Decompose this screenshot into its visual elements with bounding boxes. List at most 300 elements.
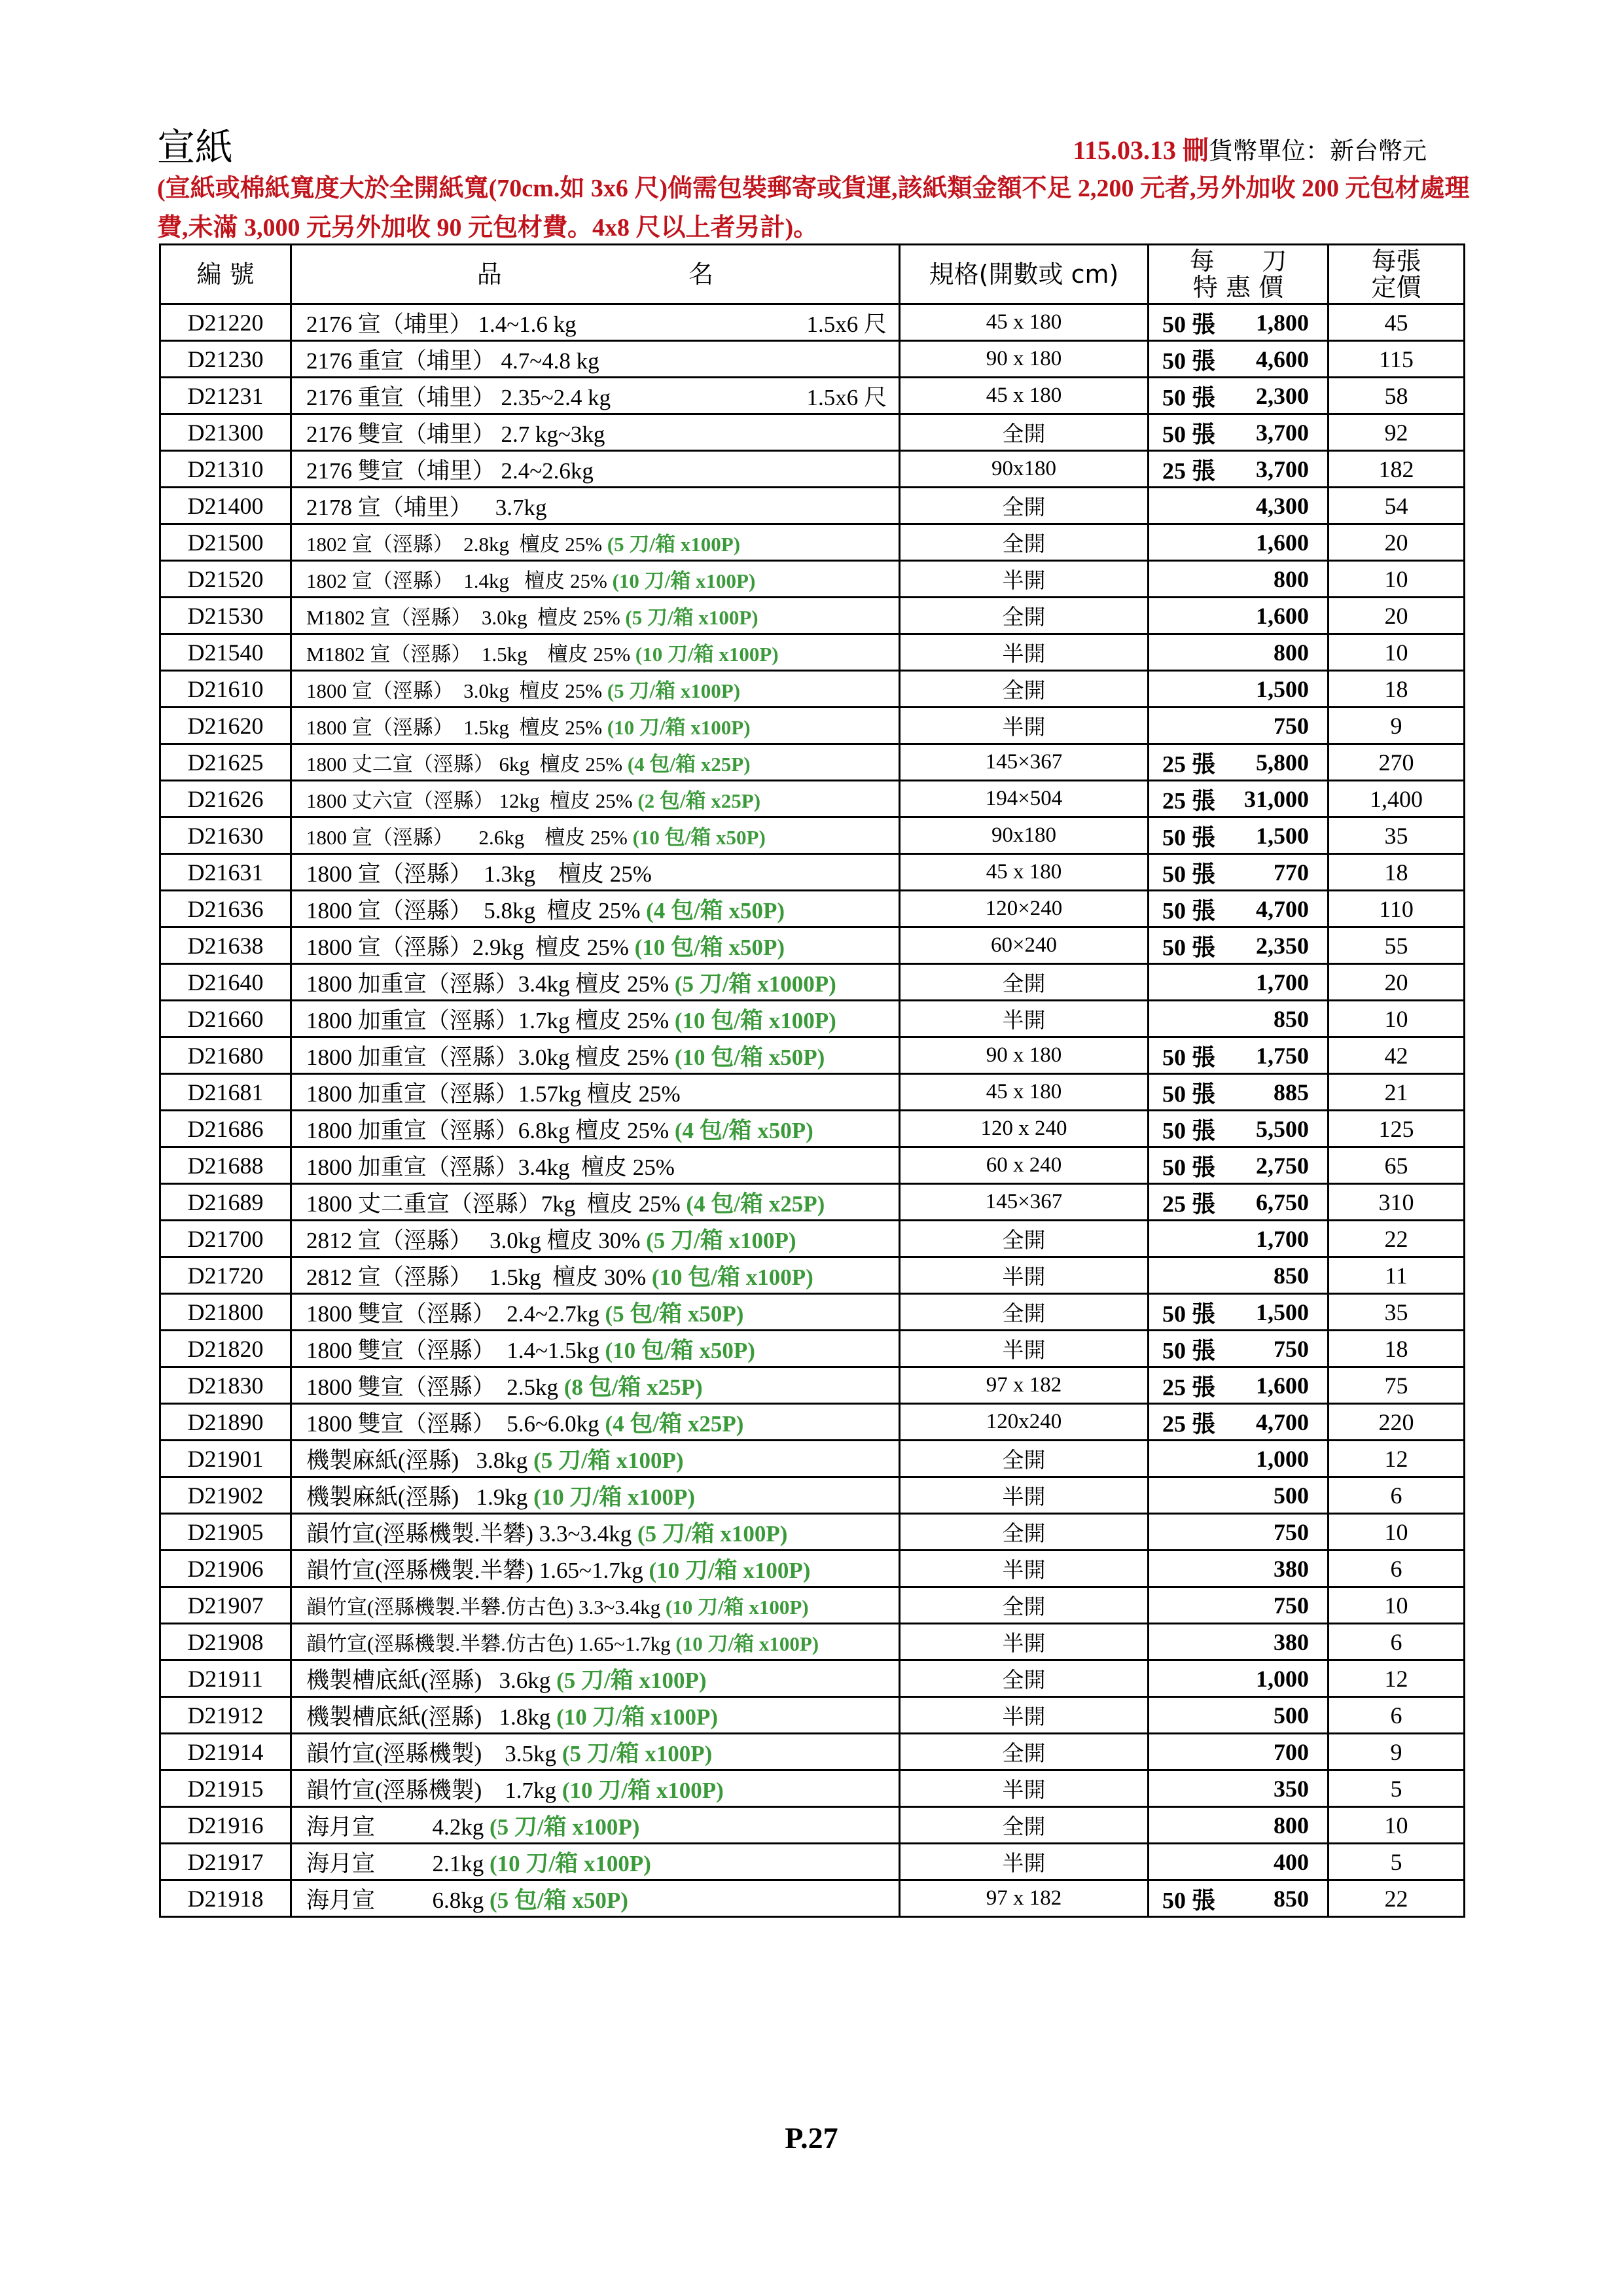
item-unit-price: 270 xyxy=(1329,744,1465,781)
item-pack: (4 包/箱 x50P) xyxy=(646,897,785,924)
item-unit-price: 18 xyxy=(1329,1331,1465,1367)
item-price-cell xyxy=(1149,891,1329,927)
table-row xyxy=(160,1074,1465,1111)
item-price: 770 xyxy=(1274,859,1309,886)
item-unit-price: 20 xyxy=(1329,964,1465,1001)
item-name: 1800 宣（涇縣） 3.0kg 檀皮 25% xyxy=(306,679,603,702)
header-name-b: 名 xyxy=(688,260,714,289)
item-unit-price: 6 xyxy=(1329,1477,1465,1514)
item-name-cell xyxy=(291,524,900,561)
table-row xyxy=(160,1367,1465,1404)
item-code: D21686 xyxy=(160,1111,291,1147)
item-price: 1,700 xyxy=(1256,969,1309,996)
item-name: 1802 宣（涇縣） 1.4kg 檀皮 25% xyxy=(306,569,607,592)
table-row xyxy=(160,964,1465,1001)
item-spec: 全開 xyxy=(900,671,1149,708)
table-row xyxy=(160,744,1465,781)
item-price-cell xyxy=(1149,1660,1329,1697)
item-code: D21901 xyxy=(160,1441,291,1477)
item-qty: 50 張 xyxy=(1162,1337,1216,1363)
item-spec: 120x240 xyxy=(900,1404,1149,1441)
table-row xyxy=(160,1477,1465,1514)
item-pack: (4 包/箱 x25P) xyxy=(627,753,751,776)
item-spec: 半開 xyxy=(900,708,1149,744)
item-spec: 120 x 240 xyxy=(900,1111,1149,1147)
item-spec: 97 x 182 xyxy=(900,1367,1149,1404)
item-spec: 120×240 xyxy=(900,891,1149,927)
item-code: D21640 xyxy=(160,964,291,1001)
table-row xyxy=(160,927,1465,964)
table-row xyxy=(160,634,1465,671)
item-name-cell xyxy=(291,414,900,451)
item-unit-price: 310 xyxy=(1329,1184,1465,1221)
item-pack: (10 刀/箱 x100P) xyxy=(533,1484,695,1510)
page-title: 宣紙 xyxy=(157,125,234,170)
table-row xyxy=(160,781,1465,817)
item-unit-price: 12 xyxy=(1329,1660,1465,1697)
item-price: 800 xyxy=(1274,639,1309,666)
item-name: 海月宣 2.1kg xyxy=(306,1850,484,1876)
item-name-cell xyxy=(291,341,900,378)
table-row xyxy=(160,1844,1465,1880)
item-price: 5,500 xyxy=(1256,1115,1309,1142)
item-name: 2176 重宣（埔里） 4.7~4.8 kg xyxy=(306,348,599,374)
item-name-cell xyxy=(291,1697,900,1734)
item-code: D21680 xyxy=(160,1037,291,1074)
table-row xyxy=(160,378,1465,414)
item-code: D21610 xyxy=(160,671,291,708)
item-price-cell xyxy=(1149,1147,1329,1184)
header-meta xyxy=(1073,130,1427,167)
item-qty: 50 張 xyxy=(1162,1081,1216,1107)
shipping-notice: (宣紙或棉紙寬度大於全開紙寬(70cm.如 3x6 尺)倘需包裝郵寄或貨運,該紙類金額不足 2,200 元者,另外加收 200 元包材處理費,未滿 3,000 元另外加收 90 元包材費。4x8 尺以上者另計)。 xyxy=(157,175,1470,242)
item-pack: (5 刀/箱 x100P) xyxy=(646,1227,796,1253)
item-name-cell xyxy=(291,451,900,488)
item-price: 400 xyxy=(1274,1848,1309,1875)
item-spec: 97 x 182 xyxy=(900,1880,1149,1917)
item-name: 機製槽底紙(涇縣) 1.8kg xyxy=(306,1704,551,1730)
item-pack: (5 刀/箱 x100P) xyxy=(490,1814,640,1840)
item-pack: (10 刀/箱 x100P) xyxy=(635,643,779,666)
item-code: D21400 xyxy=(160,488,291,524)
item-name-cell xyxy=(291,1441,900,1477)
item-name-cell xyxy=(291,598,900,634)
item-price: 1,700 xyxy=(1256,1225,1309,1252)
item-price-cell xyxy=(1149,927,1329,964)
item-name: 韻竹宣(涇縣機製) 1.7kg xyxy=(306,1777,557,1803)
item-qty: 50 張 xyxy=(1162,1044,1216,1070)
item-name: 1800 丈二宣（涇縣） 6kg 檀皮 25% xyxy=(306,753,623,776)
item-unit-price: 6 xyxy=(1329,1697,1465,1734)
item-spec: 全開 xyxy=(900,1807,1149,1844)
item-spec: 145×367 xyxy=(900,744,1149,781)
price-table xyxy=(159,243,1465,1918)
item-price-cell xyxy=(1149,524,1329,561)
item-qty: 50 張 xyxy=(1162,897,1216,924)
item-spec: 全開 xyxy=(900,598,1149,634)
item-unit-price: 42 xyxy=(1329,1037,1465,1074)
table-row xyxy=(160,304,1465,341)
item-code: D21906 xyxy=(160,1551,291,1587)
item-code: D21720 xyxy=(160,1257,291,1294)
item-qty: 50 張 xyxy=(1162,934,1216,960)
item-unit-price: 20 xyxy=(1329,524,1465,561)
item-name: 韻竹宣(涇縣機製.半礬.仿古色) 1.65~1.7kg xyxy=(306,1632,671,1655)
item-pack: (4 包/箱 x25P) xyxy=(605,1410,744,1437)
table-header-row xyxy=(160,245,1465,304)
item-spec: 半開 xyxy=(900,1331,1149,1367)
item-name: 1800 加重宣（涇縣）1.7kg 檀皮 25% xyxy=(306,1007,669,1033)
item-pack: (10 刀/箱 x100P) xyxy=(612,569,756,592)
item-name: 1800 雙宣（涇縣） 2.4~2.7kg xyxy=(306,1300,599,1327)
item-price: 1,600 xyxy=(1256,1372,1309,1399)
item-price-cell xyxy=(1149,1441,1329,1477)
item-name: 1800 宣（涇縣） 2.6kg 檀皮 25% xyxy=(306,826,628,849)
item-dimension: 1.5x6 尺 xyxy=(806,311,887,337)
item-name: 海月宣 6.8kg xyxy=(306,1887,484,1913)
item-price: 850 xyxy=(1274,1885,1309,1912)
item-pack: (5 刀/箱 x100P) xyxy=(637,1520,788,1547)
item-name-cell xyxy=(291,488,900,524)
item-spec: 全開 xyxy=(900,414,1149,451)
item-spec: 半開 xyxy=(900,1697,1149,1734)
item-pack: (5 刀/箱 x100P) xyxy=(533,1447,684,1473)
item-unit-price: 1,400 xyxy=(1329,781,1465,817)
item-code: D21220 xyxy=(160,304,291,341)
item-price-cell xyxy=(1149,671,1329,708)
item-name: 1800 加重宣（涇縣）3.4kg 檀皮 25% xyxy=(306,1154,675,1180)
item-dimension: 1.5x6 尺 xyxy=(806,384,887,410)
item-price-cell xyxy=(1149,1697,1329,1734)
item-code: D21915 xyxy=(160,1770,291,1807)
item-unit-price: 10 xyxy=(1329,1001,1465,1037)
item-price-cell xyxy=(1149,1367,1329,1404)
item-pack: (10 刀/箱 x100P) xyxy=(607,716,751,739)
item-spec: 半開 xyxy=(900,1477,1149,1514)
currency-unit: 貨幣單位：新台幣元 xyxy=(1209,137,1427,165)
item-spec: 半開 xyxy=(900,1257,1149,1294)
item-spec: 90x180 xyxy=(900,817,1149,854)
item-code: D21681 xyxy=(160,1074,291,1111)
header-unit-line2: 定價 xyxy=(1371,273,1421,302)
item-name-cell xyxy=(291,1770,900,1807)
item-qty: 50 張 xyxy=(1162,1300,1216,1327)
table-row xyxy=(160,1587,1465,1624)
table-row xyxy=(160,1331,1465,1367)
table-row xyxy=(160,598,1465,634)
item-price: 6,750 xyxy=(1256,1189,1309,1215)
item-code: D21916 xyxy=(160,1807,291,1844)
item-spec: 45 x 180 xyxy=(900,378,1149,414)
item-pack: (10 刀/箱 x100P) xyxy=(675,1632,819,1655)
table-row xyxy=(160,524,1465,561)
item-pack: (10 包/箱 x100P) xyxy=(674,1007,836,1033)
item-spec: 90 x 180 xyxy=(900,341,1149,378)
item-name-cell xyxy=(291,1331,900,1367)
item-price-cell xyxy=(1149,1514,1329,1551)
item-qty: 50 張 xyxy=(1162,1154,1216,1180)
item-name-cell xyxy=(291,891,900,927)
item-price: 31,000 xyxy=(1244,785,1309,812)
item-name: 1800 雙宣（涇縣） 5.6~6.0kg xyxy=(306,1410,599,1437)
item-name-cell xyxy=(291,1367,900,1404)
item-code: D21914 xyxy=(160,1734,291,1770)
item-code: D21300 xyxy=(160,414,291,451)
item-spec: 半開 xyxy=(900,634,1149,671)
item-price: 700 xyxy=(1274,1738,1309,1765)
item-price: 1,500 xyxy=(1256,675,1309,702)
item-unit-price: 58 xyxy=(1329,378,1465,414)
item-code: D21625 xyxy=(160,744,291,781)
item-code: D21907 xyxy=(160,1587,291,1624)
item-name: M1802 宣（涇縣） 3.0kg 檀皮 25% xyxy=(306,606,620,629)
item-name: 1800 宣（涇縣） 5.8kg 檀皮 25% xyxy=(306,897,641,924)
item-code: D21908 xyxy=(160,1624,291,1660)
item-unit-price: 12 xyxy=(1329,1441,1465,1477)
revision-date: 115.03.13 刪 xyxy=(1073,135,1209,165)
item-qty: 25 張 xyxy=(1162,1191,1216,1217)
item-code: D21520 xyxy=(160,561,291,598)
item-name: 1800 宣（涇縣）2.9kg 檀皮 25% xyxy=(306,934,629,960)
item-qty: 25 張 xyxy=(1162,787,1216,814)
item-code: D21631 xyxy=(160,854,291,891)
item-pack: (5 包/箱 x50P) xyxy=(605,1300,744,1327)
item-price-cell xyxy=(1149,414,1329,451)
table-row xyxy=(160,414,1465,451)
item-pack: (5 刀/箱 x100P) xyxy=(607,533,741,556)
item-spec: 全開 xyxy=(900,488,1149,524)
item-name: 2176 宣（埔里） 1.4~1.6 kg xyxy=(306,311,577,337)
item-name-cell xyxy=(291,1624,900,1660)
table-row xyxy=(160,1147,1465,1184)
item-spec: 半開 xyxy=(900,1001,1149,1037)
item-price-cell xyxy=(1149,1477,1329,1514)
item-name: 2176 重宣（埔里） 2.35~2.4 kg xyxy=(306,384,611,410)
item-pack: (4 包/箱 x50P) xyxy=(674,1117,813,1143)
item-code: D21530 xyxy=(160,598,291,634)
header-unit xyxy=(1329,245,1465,304)
table-row xyxy=(160,1734,1465,1770)
item-price-cell xyxy=(1149,964,1329,1001)
item-code: D21800 xyxy=(160,1294,291,1331)
item-unit-price: 22 xyxy=(1329,1221,1465,1257)
item-code: D21830 xyxy=(160,1367,291,1404)
table-row xyxy=(160,1770,1465,1807)
item-name-cell xyxy=(291,1734,900,1770)
item-name: 1800 丈六宣（涇縣） 12kg 檀皮 25% xyxy=(306,789,633,812)
item-qty: 25 張 xyxy=(1162,1410,1216,1437)
item-price: 1,000 xyxy=(1256,1445,1309,1472)
item-spec: 全開 xyxy=(900,964,1149,1001)
item-spec: 全開 xyxy=(900,524,1149,561)
item-code: D21500 xyxy=(160,524,291,561)
item-price: 350 xyxy=(1274,1775,1309,1802)
item-code: D21231 xyxy=(160,378,291,414)
item-pack: (10 刀/箱 x100P) xyxy=(490,1850,651,1876)
item-code: D21890 xyxy=(160,1404,291,1441)
item-unit-price: 54 xyxy=(1329,488,1465,524)
item-spec: 90x180 xyxy=(900,451,1149,488)
table-row xyxy=(160,1514,1465,1551)
item-unit-price: 55 xyxy=(1329,927,1465,964)
item-name: 機製麻紙(涇縣) 3.8kg xyxy=(306,1447,528,1473)
item-pack: (5 包/箱 x50P) xyxy=(490,1887,628,1913)
item-spec: 全開 xyxy=(900,1734,1149,1770)
item-name: 1800 加重宣（涇縣）3.0kg 檀皮 25% xyxy=(306,1044,669,1070)
item-unit-price: 11 xyxy=(1329,1257,1465,1294)
item-name: 2178 宣（埔里） 3.7kg xyxy=(306,494,547,520)
item-code: D21820 xyxy=(160,1331,291,1367)
item-name-cell xyxy=(291,1844,900,1880)
page-number: P.27 xyxy=(785,2121,838,2155)
item-name: 海月宣 4.2kg xyxy=(306,1814,484,1840)
item-unit-price: 65 xyxy=(1329,1147,1465,1184)
item-unit-price: 18 xyxy=(1329,671,1465,708)
item-code: D21917 xyxy=(160,1844,291,1880)
item-price-cell xyxy=(1149,598,1329,634)
item-price: 850 xyxy=(1274,1262,1309,1289)
item-name-cell xyxy=(291,1404,900,1441)
item-unit-price: 21 xyxy=(1329,1074,1465,1111)
item-name-cell xyxy=(291,1074,900,1111)
item-spec: 全開 xyxy=(900,1294,1149,1331)
item-unit-price: 182 xyxy=(1329,451,1465,488)
item-code: D21540 xyxy=(160,634,291,671)
table-row xyxy=(160,854,1465,891)
item-price: 750 xyxy=(1274,1518,1309,1545)
item-pack: (10 包/箱 x50P) xyxy=(605,1337,755,1363)
item-code: D21905 xyxy=(160,1514,291,1551)
item-pack: (10 包/箱 x50P) xyxy=(674,1044,825,1070)
table-row xyxy=(160,817,1465,854)
item-price-cell xyxy=(1149,1221,1329,1257)
item-pack: (8 包/箱 x25P) xyxy=(563,1374,703,1400)
item-price: 750 xyxy=(1274,1592,1309,1619)
item-name-cell xyxy=(291,1807,900,1844)
item-spec: 145×367 xyxy=(900,1184,1149,1221)
item-price: 4,700 xyxy=(1256,1408,1309,1435)
item-price: 800 xyxy=(1274,565,1309,592)
item-code: D21918 xyxy=(160,1880,291,1917)
item-unit-price: 10 xyxy=(1329,561,1465,598)
item-price-cell xyxy=(1149,1331,1329,1367)
table-row xyxy=(160,451,1465,488)
item-price: 1,800 xyxy=(1256,309,1309,336)
item-spec: 全開 xyxy=(900,1587,1149,1624)
item-spec: 全開 xyxy=(900,1660,1149,1697)
table-row xyxy=(160,1551,1465,1587)
table-row xyxy=(160,671,1465,708)
item-name: 韻竹宣(涇縣機製.半礬) 1.65~1.7kg xyxy=(306,1557,643,1583)
item-price: 4,600 xyxy=(1256,346,1309,372)
table-row xyxy=(160,1807,1465,1844)
item-price: 750 xyxy=(1274,1335,1309,1362)
item-name-cell xyxy=(291,1221,900,1257)
item-code: D21638 xyxy=(160,927,291,964)
item-price: 1,000 xyxy=(1256,1665,1309,1692)
item-name-cell xyxy=(291,708,900,744)
item-unit-price: 10 xyxy=(1329,1514,1465,1551)
item-code: D21911 xyxy=(160,1660,291,1697)
item-unit-price: 9 xyxy=(1329,1734,1465,1770)
item-name-cell xyxy=(291,1184,900,1221)
item-unit-price: 75 xyxy=(1329,1367,1465,1404)
item-price: 500 xyxy=(1274,1702,1309,1729)
item-name-cell xyxy=(291,744,900,781)
item-price: 4,700 xyxy=(1256,895,1309,922)
item-code: D21310 xyxy=(160,451,291,488)
item-price-cell xyxy=(1149,1734,1329,1770)
item-price-cell xyxy=(1149,561,1329,598)
item-price: 3,700 xyxy=(1256,419,1309,446)
header-price xyxy=(1149,245,1329,304)
item-spec: 45 x 180 xyxy=(900,854,1149,891)
table-row xyxy=(160,891,1465,927)
item-spec: 60 x 240 xyxy=(900,1147,1149,1184)
item-pack: (5 刀/箱 x100P) xyxy=(625,606,758,629)
table-row xyxy=(160,561,1465,598)
item-price: 1,500 xyxy=(1256,1299,1309,1325)
item-name: 1800 宣（涇縣） 1.3kg 檀皮 25% xyxy=(306,861,652,887)
item-price: 750 xyxy=(1274,712,1309,739)
item-unit-price: 92 xyxy=(1329,414,1465,451)
item-price-cell xyxy=(1149,781,1329,817)
item-code: D21912 xyxy=(160,1697,291,1734)
item-unit-price: 5 xyxy=(1329,1844,1465,1880)
item-name-cell xyxy=(291,1660,900,1697)
header-spec: 規格(開數或 cm) xyxy=(900,245,1149,304)
table-row xyxy=(160,1294,1465,1331)
item-spec: 全開 xyxy=(900,1221,1149,1257)
table-row xyxy=(160,708,1465,744)
item-name: 1800 加重宣（涇縣）1.57kg 檀皮 25% xyxy=(306,1081,681,1107)
item-price: 2,750 xyxy=(1256,1152,1309,1179)
item-price: 2,300 xyxy=(1256,382,1309,409)
item-unit-price: 115 xyxy=(1329,341,1465,378)
item-qty: 50 張 xyxy=(1162,421,1216,447)
item-spec: 90 x 180 xyxy=(900,1037,1149,1074)
item-pack: (10 包/箱 x50P) xyxy=(634,934,785,960)
item-name: 1800 宣（涇縣） 1.5kg 檀皮 25% xyxy=(306,716,603,739)
item-price-cell xyxy=(1149,1111,1329,1147)
item-spec: 全開 xyxy=(900,1514,1149,1551)
item-name: 1800 雙宣（涇縣） 1.4~1.5kg xyxy=(306,1337,599,1363)
item-name-cell xyxy=(291,1551,900,1587)
header-name xyxy=(291,245,900,304)
item-price-cell xyxy=(1149,1624,1329,1660)
item-price-cell xyxy=(1149,1880,1329,1917)
item-name: 機製麻紙(涇縣) 1.9kg xyxy=(306,1484,528,1510)
item-price: 3,700 xyxy=(1256,456,1309,482)
item-unit-price: 9 xyxy=(1329,708,1465,744)
item-pack: (10 包/箱 x50P) xyxy=(632,826,766,849)
item-price-cell xyxy=(1149,304,1329,341)
item-qty: 50 張 xyxy=(1162,384,1216,410)
item-price-cell xyxy=(1149,1807,1329,1844)
header-name-a: 品 xyxy=(476,260,502,289)
item-price-cell xyxy=(1149,451,1329,488)
item-name: 1802 宣（涇縣） 2.8kg 檀皮 25% xyxy=(306,533,603,556)
item-name: 2176 雙宣（埔里） 2.7 kg~3kg xyxy=(306,421,605,447)
item-price-cell xyxy=(1149,634,1329,671)
item-price-cell xyxy=(1149,817,1329,854)
table-row xyxy=(160,1221,1465,1257)
item-price-cell xyxy=(1149,341,1329,378)
item-pack: (5 刀/箱 x100P) xyxy=(556,1667,707,1693)
item-code: D21660 xyxy=(160,1001,291,1037)
item-qty: 50 張 xyxy=(1162,824,1216,850)
table-row xyxy=(160,1404,1465,1441)
